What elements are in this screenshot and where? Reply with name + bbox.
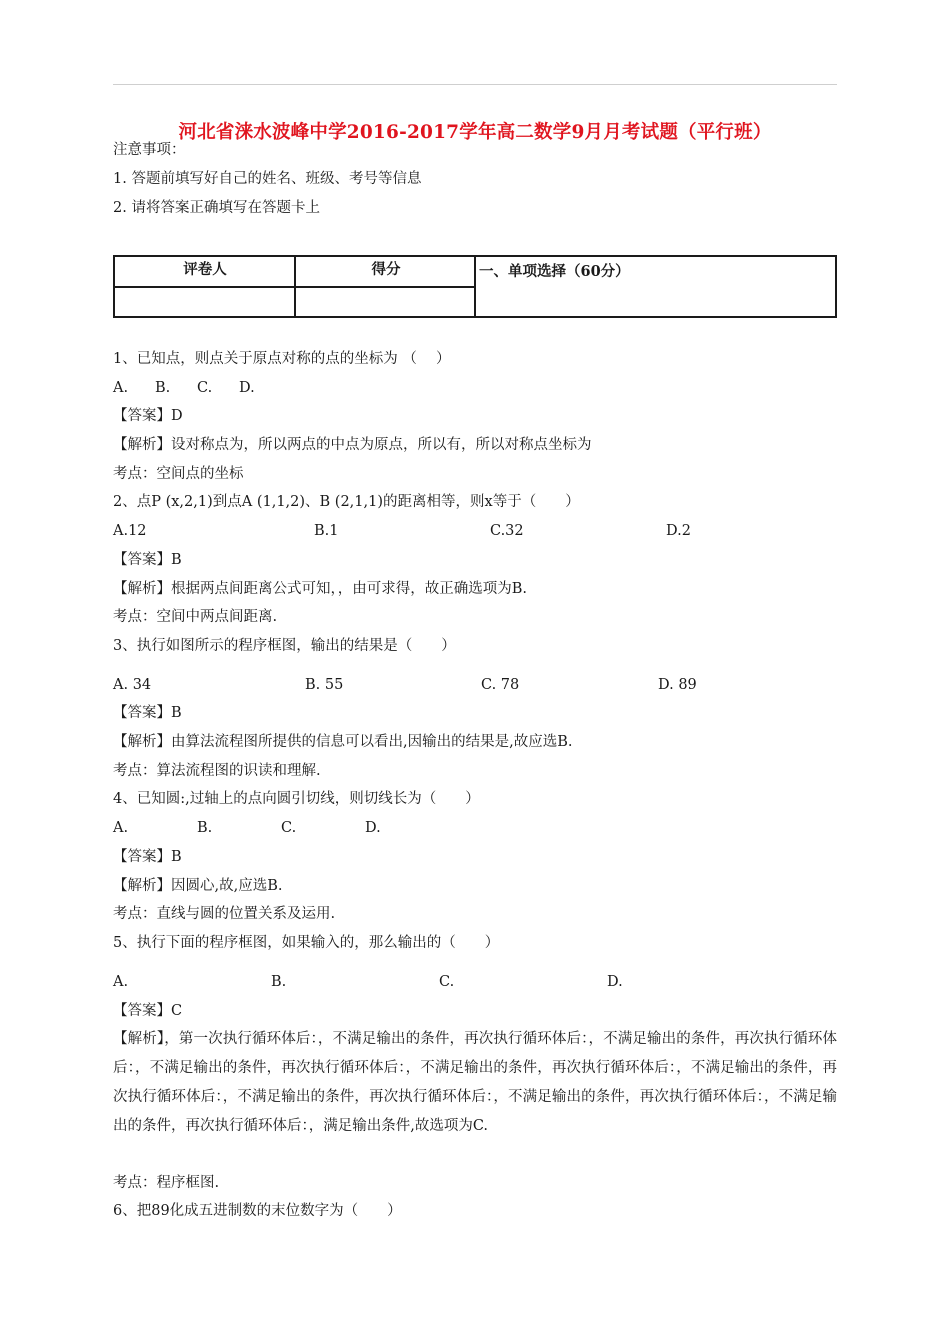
q2-analysis: 【解析】根据两点间距离公式可知，，由可求得，故正确选项为B. xyxy=(113,581,528,597)
question-3: 3、执行如图所示的程序框图，输出的结果是（ ） xyxy=(113,638,456,654)
question-6: 6、把89化成五进制数的末位数字为（ ） xyxy=(113,1203,402,1219)
grader-header: 评卷人 xyxy=(183,261,227,278)
q4-analysis: 【解析】因圆心,故,应选B. xyxy=(113,878,283,894)
q4-option-a: A. xyxy=(113,820,129,836)
q5-option-d: D. xyxy=(607,974,623,990)
q2-option-c: C.32 xyxy=(490,523,524,539)
question-1: 1、已知点，则点关于原点对称的点的坐标为 （ ） xyxy=(113,351,451,367)
q2-option-a: A.12 xyxy=(113,523,147,539)
q1-answer: 【答案】D xyxy=(113,408,183,424)
q1-option-c: C. xyxy=(197,380,213,396)
q5-point: 考点：程序框图. xyxy=(113,1175,220,1191)
page-title: 河北省涞水波峰中学2016-2017学年高二数学9月月考试题（平行班） xyxy=(178,122,772,143)
q4-answer: 【答案】B xyxy=(113,849,182,865)
q4-option-b: B. xyxy=(197,820,213,836)
grader-cell[interactable] xyxy=(115,288,294,318)
section-title: 一、单项选择（60分） xyxy=(479,263,630,280)
q3-option-b: B. 55 xyxy=(305,677,344,693)
q2-point: 考点：空间中两点间距离. xyxy=(113,609,278,625)
q1-point: 考点：空间点的坐标 xyxy=(113,466,244,482)
q1-option-a: A. xyxy=(113,380,129,396)
q2-option-d: D.2 xyxy=(666,523,691,539)
score-header: 得分 xyxy=(371,261,401,278)
q2-answer: 【答案】B xyxy=(113,552,182,568)
question-5: 5、执行下面的程序框图，如果输入的，那么输出的（ ） xyxy=(113,935,500,951)
q1-analysis: 【解析】设对称点为，所以两点的中点为原点，所以有，所以对称点坐标为 xyxy=(113,437,592,453)
question-4: 4、已知圆:,过轴上的点向圆引切线，则切线长为（ ） xyxy=(113,791,480,807)
q4-point: 考点：直线与圆的位置关系及运用. xyxy=(113,906,336,922)
q5-analysis: 【解析】，第一次执行循环体后：，不满足输出的条件，再次执行循环体后：，不满足输出的条件，再次执行循环体后：，不满足输出的条件，再次执行循环体后：，不满足输出的条件，再次执行循环体后：，不满足输出的条件，再次执行循环体后：，不满足输出的条件，再次执行循环体后：，不满足输出的条件，再次执行循环体后：，不满足输出的条件，再次执行循环体后：，满足输出条件,故选项为C. xyxy=(113,1031,837,1134)
notes-heading: 注意事项： xyxy=(113,142,186,158)
question-2: 2、点P (x,2,1)到点A (1,1,2)、B (2,1,1)的距离相等，则x等于（ ） xyxy=(113,494,580,510)
q5-option-c: C. xyxy=(439,974,455,990)
q5-option-b: B. xyxy=(271,974,287,990)
q2-option-b: B.1 xyxy=(314,523,339,539)
q4-option-c: C. xyxy=(281,820,297,836)
q3-option-c: C. 78 xyxy=(481,677,520,693)
q3-option-d: D. 89 xyxy=(658,677,697,693)
q5-answer: 【答案】C xyxy=(113,1003,183,1019)
note-item-1: 1. 答题前填写好自己的姓名、班级、考号等信息 xyxy=(113,171,422,187)
score-cell[interactable] xyxy=(296,288,474,318)
q3-analysis: 【解析】由算法流程图所提供的信息可以看出,因输出的结果是,故应选B. xyxy=(113,734,573,750)
grade-table xyxy=(113,255,837,318)
note-item-2: 2. 请将答案正确填写在答题卡上 xyxy=(113,200,320,216)
q5-option-a: A. xyxy=(113,974,129,990)
q4-option-d: D. xyxy=(365,820,381,836)
q3-point: 考点：算法流程图的识读和理解. xyxy=(113,763,321,779)
header-rule xyxy=(113,84,837,85)
q1-option-d: D. xyxy=(239,380,255,396)
q3-answer: 【答案】B xyxy=(113,705,182,721)
q3-option-a: A. 34 xyxy=(113,677,152,693)
q1-option-b: B. xyxy=(155,380,171,396)
